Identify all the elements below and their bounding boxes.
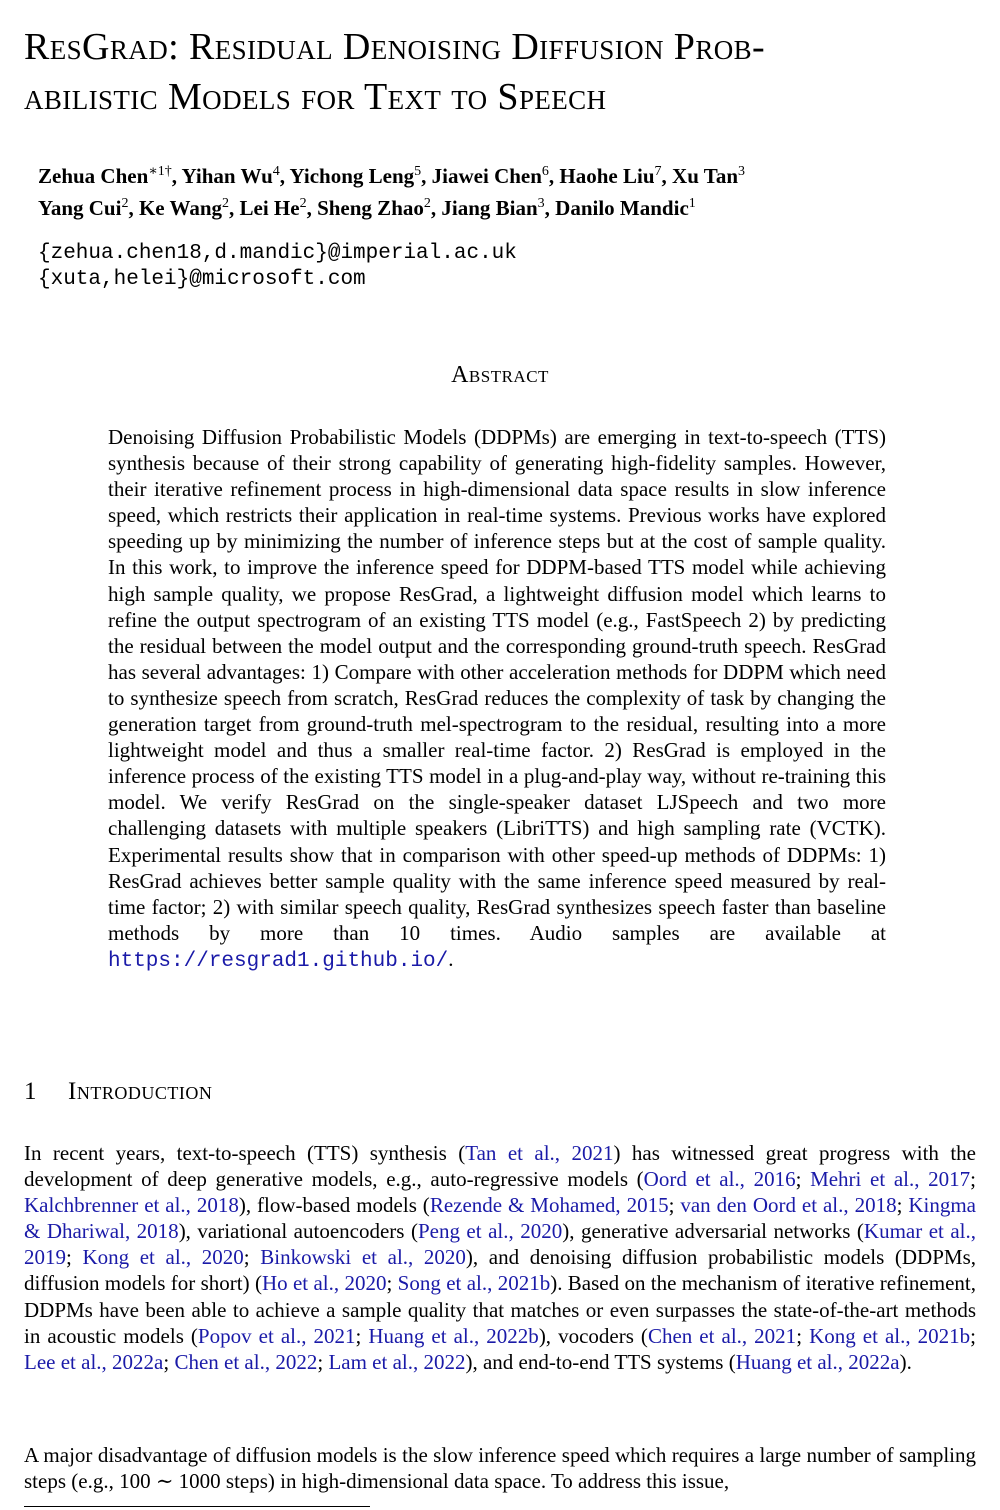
footnote-divider (24, 1506, 370, 1507)
section-number: 1 (24, 1078, 37, 1105)
abstract-url-link[interactable]: https://resgrad1.github.io/ (108, 949, 449, 973)
citation-link[interactable]: Rezende & Mohamed, 2015 (429, 1193, 669, 1218)
citation-link[interactable]: Lee et al., 2022a (24, 1349, 164, 1374)
text-run: ), flow-based models ( (238, 1193, 430, 1218)
citation-link[interactable]: Oord et al., 2016 (643, 1167, 796, 1192)
citation-link[interactable]: Kalchbrenner et al., 2018 (24, 1193, 239, 1218)
email-line-1[interactable]: {zehua.chen18,d.mandic}@imperial.ac.uk (38, 242, 517, 265)
abstract-text: Denoising Diffusion Probabilistic Models (DDPMs) are emerging in text-to-speech (TTS) synthesis because of their strong capability of generating high-fidelity samples. However, their iterative refinement process in high-dimensional data space results in slow inference speed, which restricts their application in real-time systems. Previous works have explored speeding up by minimizing the number of inference steps but at the cost of sample quality. In this work, to improve the inference speed for DDPM-based TTS model while achieving high sample quality, we propose ResGrad, a lightweight diffusion model which learns to refine the output spectrogram of an existing TTS model (e.g., FastSpeech 2) by predicting the residual between the model output and the corresponding ground-truth speech. ResGrad has several advantages: 1) Compare with other acceleration methods for DDPM which need to synthesize speech from scratch, ResGrad reduces the complexity of task by changing the generation target from ground-truth mel-spectrogram to the residual, resulting into a more lightweight model and thus a smaller real-time factor. 2) ResGrad is employed in the inference process of the existing TTS model in a plug-and-play way, without re-training this model. We verify ResGrad on the single-speaker dataset LJSpeech and two more challenging datasets with multiple speakers (LibriTTS) and high sampling rate (VCTK). Experimental results show that in comparison with other speed-up methods of DDPMs: 1) ResGrad achieves better sample quality with the same inference speed measured by real-time factor; 2) with similar speech quality, ResGrad synthesizes speech faster than baseline methods by more than 10 times. Audio samples are available at (108, 425, 886, 945)
text-run: ; (163, 1349, 175, 1374)
text-run: In recent years, text-to-speech (TTS) synthesis ( (24, 1141, 466, 1165)
citation-link[interactable]: Lam et al., 2022 (328, 1349, 466, 1374)
text-run: ; (243, 1245, 261, 1270)
citation-link[interactable]: Chen et al., 2021 (647, 1323, 797, 1348)
author-emails (38, 241, 517, 293)
section-heading-introduction (24, 1078, 976, 1106)
text-run: ), and denoising diffusion probabilistic models (DDPMs, diffusion models for short) ( (24, 1245, 976, 1296)
text-run: ; (355, 1323, 369, 1348)
citation-link[interactable]: Huang et al., 2022b (368, 1323, 539, 1348)
intro-paragraph-2: A major disadvantage of diffusion models is the slow inference speed which requires a large number of sampling steps (e.g., 100 ∼ 1000 steps) in high-dimensional data space. To address this issue, (24, 1443, 976, 1494)
citation-link[interactable]: Huang et al., 2022a (735, 1349, 900, 1374)
citation-link[interactable]: Kumar et al., 2019 (24, 1219, 977, 1270)
text-run: ). (899, 1349, 912, 1374)
text-run: ; (795, 1167, 811, 1192)
text-run: ), generative adversarial networks ( (562, 1219, 864, 1244)
text-run: ), variational autoencoders ( (178, 1219, 418, 1244)
email-line-2[interactable]: {xuta,helei}@microsoft.com (38, 268, 366, 291)
title-line-1: ResGrad: Residual Denoising Diffusion Prob- (24, 26, 766, 68)
section-title: Introduction (68, 1078, 213, 1105)
text-run: ; (386, 1271, 398, 1296)
text-run: ) has witnessed great progress with the development of deep generative models, e.g., auto-regressive models ( (24, 1141, 977, 1192)
text-run: ), vocoders ( (538, 1323, 648, 1348)
citation-link[interactable]: Kingma & Dhariwal, 2018 (24, 1193, 976, 1244)
text-run: ; (66, 1245, 83, 1270)
author-line-1: Zehua Chen$^{∗1\dagger}$, Yihan Wu$^4$, Yichong Leng$^5$, Jiawei Chen$^6$, Haohe Liu$^7$, Xu Tan$^3$ (38, 164, 746, 188)
citation-link[interactable]: Kong et al., 2021b (809, 1323, 971, 1348)
citation-link[interactable]: Binkowski et al., 2020 (260, 1245, 466, 1270)
abstract-body (108, 424, 886, 975)
text-run: ; (896, 1193, 909, 1218)
citation-link[interactable]: Kong et al., 2020 (82, 1245, 244, 1270)
title-line-2: abilistic Models for Text to Speech (24, 76, 607, 118)
citation-link[interactable]: Peng et al., 2020 (417, 1219, 563, 1244)
text-run: ; (970, 1323, 976, 1348)
citation-link[interactable]: Popov et al., 2021 (197, 1323, 356, 1348)
abstract-end: . (448, 946, 454, 971)
citation-link[interactable]: Ho et al., 2020 (261, 1271, 387, 1296)
text-run: ; (317, 1349, 329, 1374)
citation-link[interactable]: Song et al., 2021b (397, 1271, 551, 1296)
intro-paragraph-1 (24, 1140, 976, 1375)
text-run: ). Based on the mechanism of iterative refinement, DDPMs have been able to achieve a sample quality that matches or even surpasses the state-of-the-art methods in acoustic models ( (24, 1271, 976, 1348)
text-run: ; (970, 1167, 976, 1192)
citation-link[interactable]: van den Oord et al., 2018 (680, 1193, 897, 1218)
text-run: ; (796, 1323, 810, 1348)
citation-link[interactable]: Mehri et al., 2017 (810, 1167, 971, 1192)
paper-title (24, 22, 976, 122)
author-line-2: Yang Cui$^2$, Ke Wang$^2$, Lei He$^2$, Sheng Zhao$^2$, Jiang Bian$^3$, Danilo Mandic$^1$ (38, 196, 696, 220)
text-run: ), and end-to-end TTS systems ( (465, 1349, 736, 1374)
citation-link[interactable]: Chen et al., 2022 (174, 1349, 318, 1374)
text-run: ; (668, 1193, 681, 1218)
author-list (38, 158, 958, 222)
abstract-heading: Abstract (451, 362, 549, 388)
citation-link[interactable]: Tan et al., 2021 (465, 1141, 614, 1165)
